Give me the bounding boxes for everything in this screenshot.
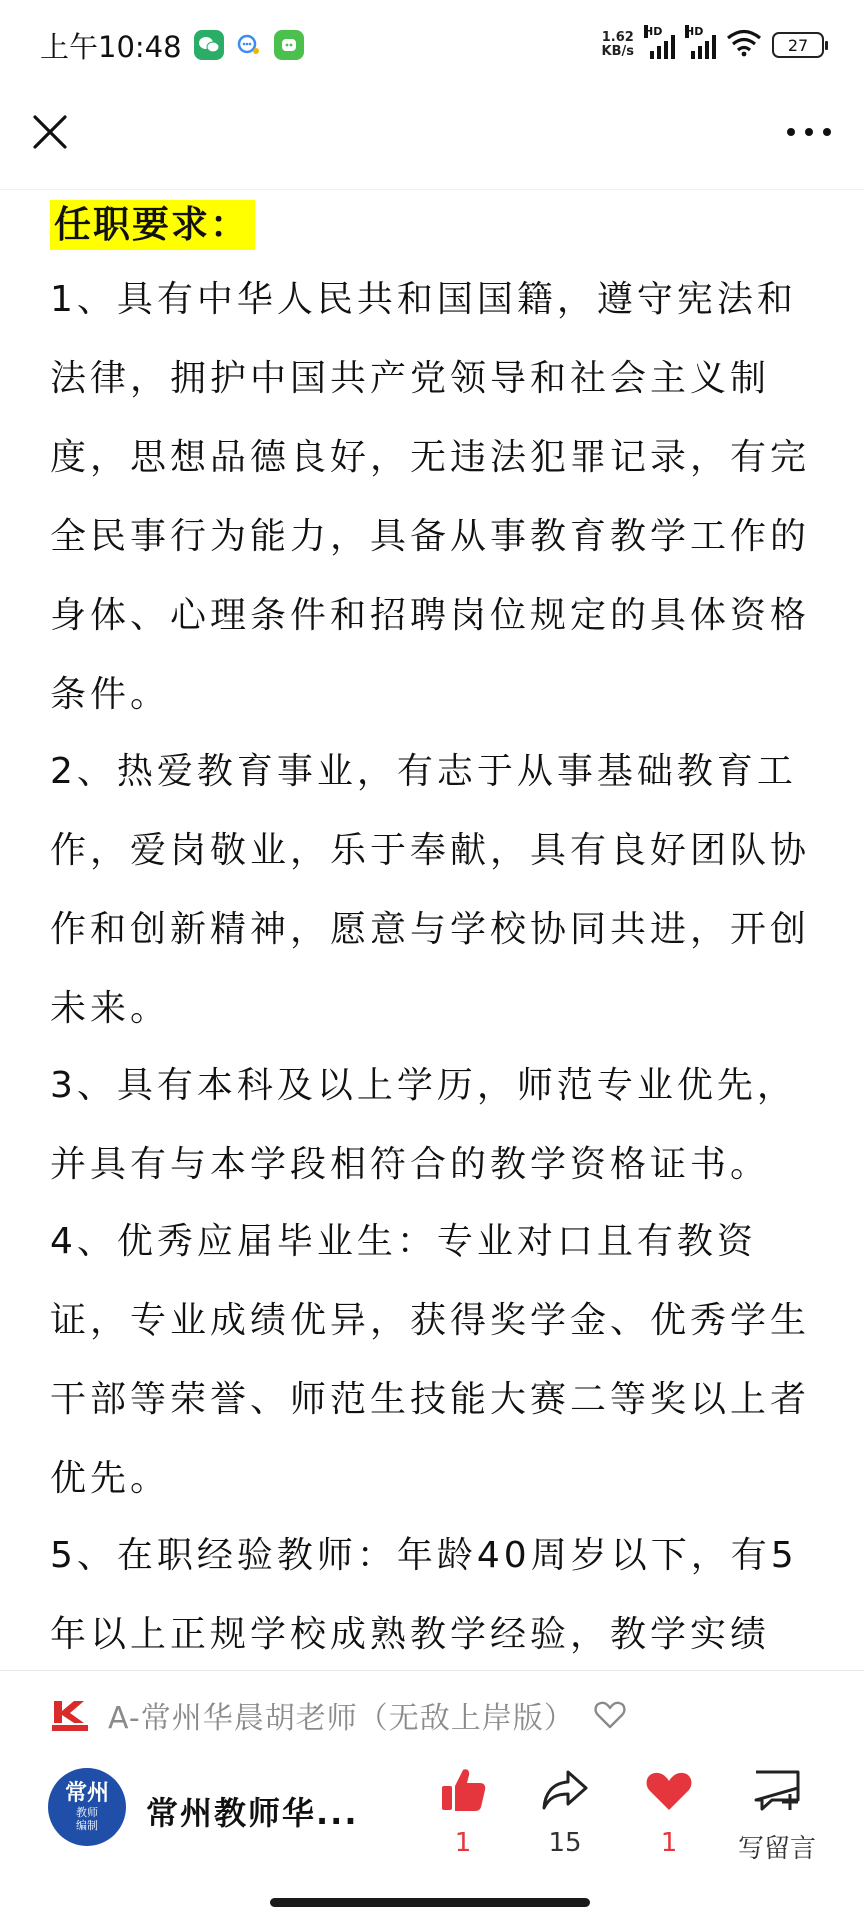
write-comment-button[interactable] bbox=[722, 1764, 832, 1865]
account-name[interactable]: 常州教师华... bbox=[146, 1794, 359, 1832]
source-row[interactable] bbox=[50, 1690, 627, 1740]
like-button[interactable] bbox=[418, 1764, 508, 1858]
avatar[interactable]: 常州 教师 编制 bbox=[48, 1768, 126, 1846]
wifi-icon bbox=[726, 29, 762, 61]
follow-heart-icon[interactable] bbox=[593, 1698, 627, 1732]
signal-icon: HD bbox=[644, 31, 675, 59]
signal-icon-2: HD bbox=[685, 31, 716, 59]
share-arrow-icon bbox=[538, 1764, 592, 1818]
favorite-count: 1 bbox=[660, 1828, 678, 1858]
more-options-icon[interactable] bbox=[784, 112, 834, 152]
wechat-icon bbox=[194, 30, 224, 60]
paragraph: 5、在职经验教师：年龄40周岁以下，有5年以上正规学校成熟教学经验，教学实绩 bbox=[50, 1535, 798, 1655]
section-heading: 任职要求： bbox=[50, 200, 255, 250]
share-count: 15 bbox=[548, 1828, 582, 1858]
thumbs-up-icon bbox=[436, 1764, 490, 1818]
source-name[interactable]: A-常州华晨胡老师（无敌上岸版） bbox=[108, 1701, 575, 1736]
paragraph: 2、热爱教育事业，有志于从事基础教育工作，爱岗敬业，乐于奉献，具有良好团队协作和创新精神，愿意与学校协同共进，开创未来。 bbox=[50, 751, 811, 1029]
comment-add-icon bbox=[750, 1764, 804, 1818]
favorite-button[interactable] bbox=[624, 1764, 714, 1858]
home-indicator[interactable] bbox=[270, 1898, 590, 1907]
paragraph-list bbox=[50, 260, 820, 1670]
paragraph: 4、优秀应届毕业生：专业对口且有教资证，专业成绩优异，获得奖学金、优秀学生干部等荣誉、师范生技能大赛二等奖以上者优先。 bbox=[50, 1221, 811, 1499]
app-face-icon bbox=[274, 30, 304, 60]
heart-icon bbox=[642, 1764, 696, 1818]
like-count: 1 bbox=[454, 1828, 472, 1858]
action-bar bbox=[0, 1760, 864, 1880]
bottom-divider bbox=[0, 1670, 864, 1671]
paragraph: 3、具有本科及以上学历，师范专业优先，并具有与本学段相符合的教学资格证书。 bbox=[50, 1065, 797, 1185]
status-app-icons bbox=[194, 30, 304, 60]
battery-icon: 27 bbox=[772, 32, 824, 58]
top-bar bbox=[0, 90, 864, 190]
article-content bbox=[50, 200, 820, 1670]
status-right bbox=[601, 25, 824, 61]
source-logo bbox=[50, 1697, 90, 1733]
close-icon[interactable] bbox=[30, 112, 70, 152]
status-bar bbox=[0, 0, 864, 90]
share-button[interactable] bbox=[520, 1764, 610, 1858]
network-speed: 1.62 KB/s bbox=[601, 30, 634, 59]
paragraph: 1、具有中华人民共和国国籍，遵守宪法和法律，拥护中国共产党领导和社会主义制度，思想品德良好，无违法犯罪记录，有完全民事行为能力，具备从事教育教学工作的身体、心理条件和招聘岗位规定的具体资格条件。 bbox=[50, 279, 811, 715]
chat-bubble-icon bbox=[234, 30, 264, 60]
write-comment-label: 写留言 bbox=[737, 1834, 816, 1864]
status-time: 上午10:48 bbox=[40, 29, 182, 64]
